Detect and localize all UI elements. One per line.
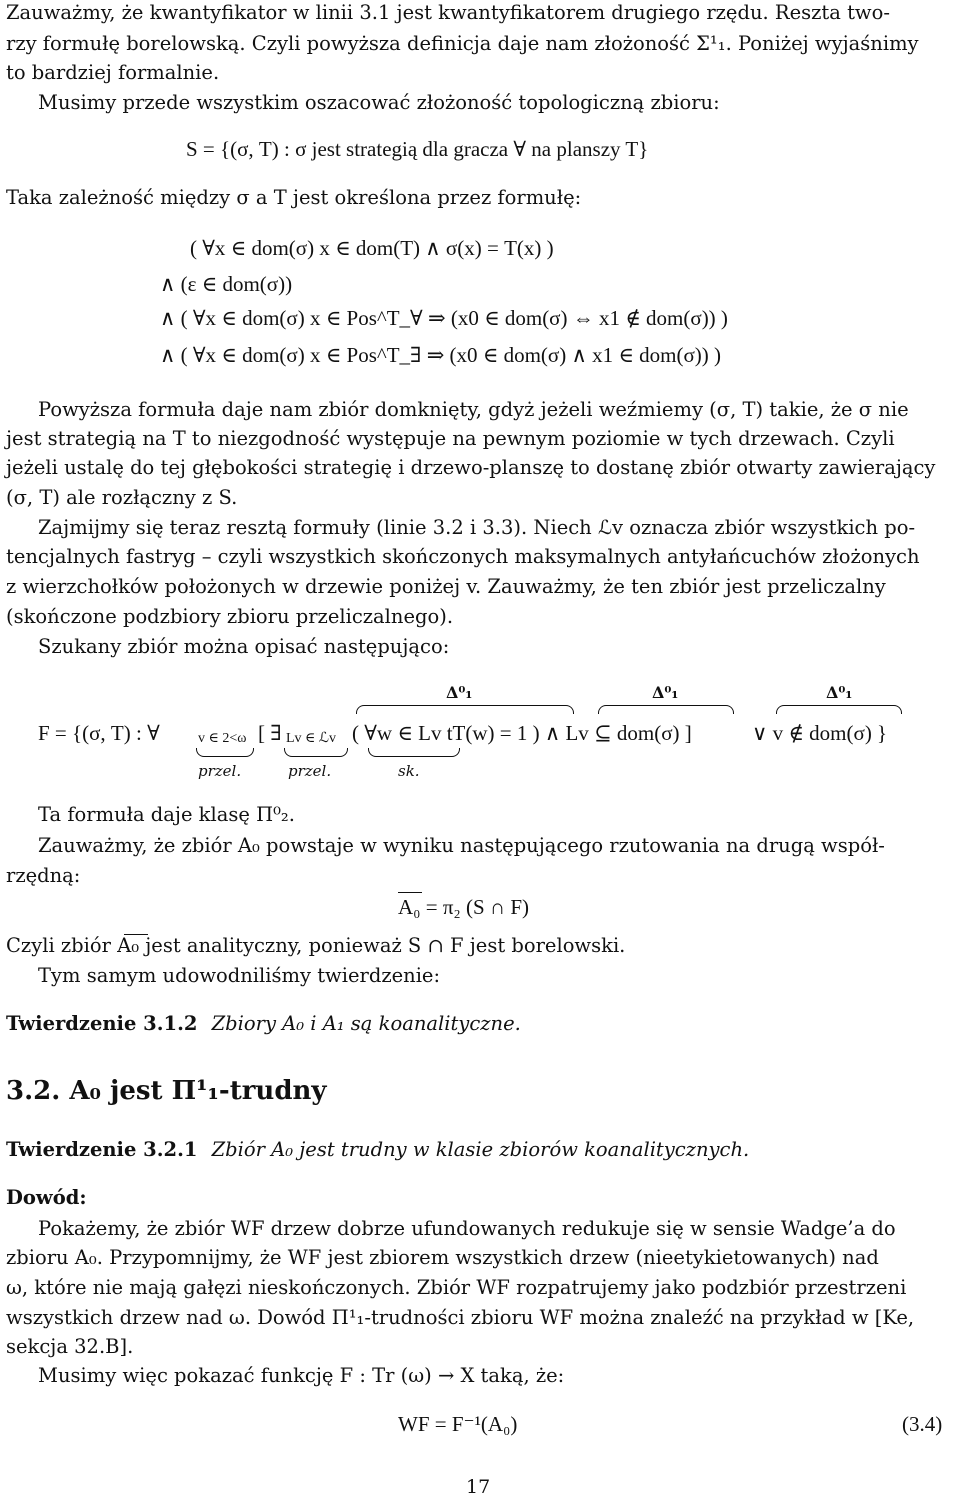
equation-number: (3.4) [902, 1412, 943, 1436]
theorem-text: Zbiór A₀ jest trudny w klasie zbiorów koanalitycznych. [211, 1138, 750, 1161]
paragraph-line: Zajmijmy się teraz resztą formuły (linie 3.2 i 3.3). Niech ℒv oznacza zbiór wszystkich po- [38, 516, 916, 539]
theorem-label: Twierdzenie 3.2.1 [6, 1138, 198, 1161]
label-delta-1: Δ⁰₁ [446, 683, 473, 702]
section-heading: 3.2. A₀ jest Π¹₁-trudny [6, 1076, 327, 1106]
theorem-label: Twierdzenie 3.1.2 [6, 1012, 198, 1035]
eq-F-sub1: v ∈ 2<ω [198, 731, 247, 746]
paragraph-line: Zauważmy, że zbiór A₀ powstaje w wyniku następującego rzutowania na drugą współ- [38, 834, 885, 857]
eq-F-part3: ( ∀w ∈ Lv tT(w) = 1 ) ∧ Lv ⊆ dom(σ) ] [352, 721, 692, 745]
underbrace-2 [284, 748, 348, 757]
paragraph-line: zbioru A₀. Przypomnijmy, że WF jest zbiorem wszystkich drzew (nieetykietowanych) nad [6, 1246, 879, 1269]
equation-WF: WF = F⁻¹(A₀) [398, 1412, 518, 1436]
paragraph-line: sekcja 32.B]. [6, 1335, 134, 1358]
paragraph-line: Powyższa formuła daje nam zbiór domknięty, gdyż jeżeli weźmiemy (σ, T) takie, że σ nie [38, 398, 909, 421]
label-przel-2: przel. [288, 762, 332, 780]
eq-F-part4: ∨ v ∉ dom(σ) } [752, 721, 888, 745]
paragraph-line: wszystkich drzew nad ω. Dowód Π¹₁-trudności zbioru WF można znaleźć na przykład w [Ke, [6, 1306, 915, 1329]
formula-line-2: ∧ (ε ∈ dom(σ)) [160, 272, 293, 296]
formula-line-3: ∧ ( ∀x ∈ dom(σ) x ∈ Pos^T_∀ ⇒ (x0 ∈ dom(σ) ⇔ x1 ∉ dom(σ)) ) [160, 306, 728, 330]
paragraph-line: ω, które nie mają gałęzi nieskończonych. Zbiór WF rozpatrujemy jako podzbiór przestrzeni [6, 1276, 907, 1299]
paragraph-line: Szukany zbiór można opisać następująco: [38, 635, 450, 658]
overline-A0 [124, 934, 148, 935]
label-delta-2: Δ⁰₁ [652, 683, 679, 702]
paragraph-line: jest strategią na T to niezgodność występuje na pewnym poziomie w tych drzewach. Czyli [6, 427, 895, 450]
paragraph-line: Pokażemy, że zbiór WF drzew dobrze ufundowanych redukuje się w sensie Wadge’a do [38, 1217, 896, 1240]
theorem-3-2-1 [6, 1138, 749, 1161]
page-number: 17 [466, 1476, 491, 1498]
overbrace-3 [776, 705, 902, 714]
paragraph-line: tencjalnych fastryg – czyli wszystkich skończonych maksymalnych antyłańcuchów złożonych [6, 545, 920, 568]
paragraph-line: rzy formułę borelowską. Czyli powyższa definicja daje nam złożoność Σ¹₁. Poniżej wyjaśnimy [6, 32, 919, 55]
formula-line-1: ( ∀x ∈ dom(σ) x ∈ dom(T) ∧ σ(x) = T(x) ) [190, 236, 554, 260]
paragraph-line: Ta formuła daje klasę Π⁰₂. [38, 803, 295, 826]
paragraph-line: Tym samym udowodniliśmy twierdzenie: [38, 964, 441, 987]
eq-F-exists: [ ∃ [258, 721, 282, 745]
underbrace-1 [196, 748, 254, 757]
eq-F-sub2: Lv ∈ ℒv [286, 731, 336, 746]
equation-A: A₀ = π₂ (S ∩ F) [398, 895, 530, 919]
paragraph-line: jeżeli ustalę do tej głębokości strategię i drzewo-planszę to dostanę zbiór otwarty zawierający [6, 456, 936, 479]
label-przel-1: przel. [198, 762, 242, 780]
paragraph-line: (σ, T) ale rozłączny z S. [6, 486, 238, 509]
equation-S: S = {(σ, T) : σ jest strategią dla gracza ∀ na planszy T} [186, 137, 649, 161]
paragraph-line: Musimy więc pokazać funkcję F : Tr (ω) → X taką, że: [38, 1364, 565, 1387]
paragraph-line: rzędną: [6, 864, 81, 887]
paragraph-line: z wierzchołków położonych w drzewie poniżej v. Zauważmy, że ten zbiór jest przeliczalny [6, 575, 886, 598]
label-sk: sk. [398, 762, 420, 780]
underbrace-3 [368, 748, 460, 757]
proof-label: Dowód: [6, 1186, 87, 1209]
theorem-3-1-2 [6, 1012, 521, 1035]
paragraph-line: to bardziej formalnie. [6, 61, 220, 84]
paragraph-line: (skończone podzbiory zbioru przeliczalnego). [6, 605, 454, 628]
eq-F-lhs: F = {(σ, T) : ∀ [38, 721, 160, 745]
theorem-text: Zbiory A₀ i A₁ są koanalityczne. [211, 1012, 521, 1035]
overbrace-1 [356, 705, 574, 714]
overbrace-2 [598, 705, 734, 714]
formula-line-4: ∧ ( ∀x ∈ dom(σ) x ∈ Pos^T_∃ ⇒ (x0 ∈ dom(σ) ∧ x1 ∈ dom(σ)) ) [160, 343, 722, 367]
paragraph-line: Musimy przede wszystkim oszacować złożoność topologiczną zbioru: [38, 91, 720, 114]
paragraph-line: Taka zależność między σ a T jest określona przez formułę: [6, 186, 582, 209]
label-delta-3: Δ⁰₁ [826, 683, 853, 702]
paragraph-line: Zauważmy, że kwantyfikator w linii 3.1 jest kwantyfikatorem drugiego rzędu. Reszta two- [6, 1, 890, 24]
overline-A0 [398, 892, 422, 893]
paragraph-line: Czyli zbiór A₀ jest analityczny, ponieważ S ∩ F jest borelowski. [6, 934, 626, 957]
